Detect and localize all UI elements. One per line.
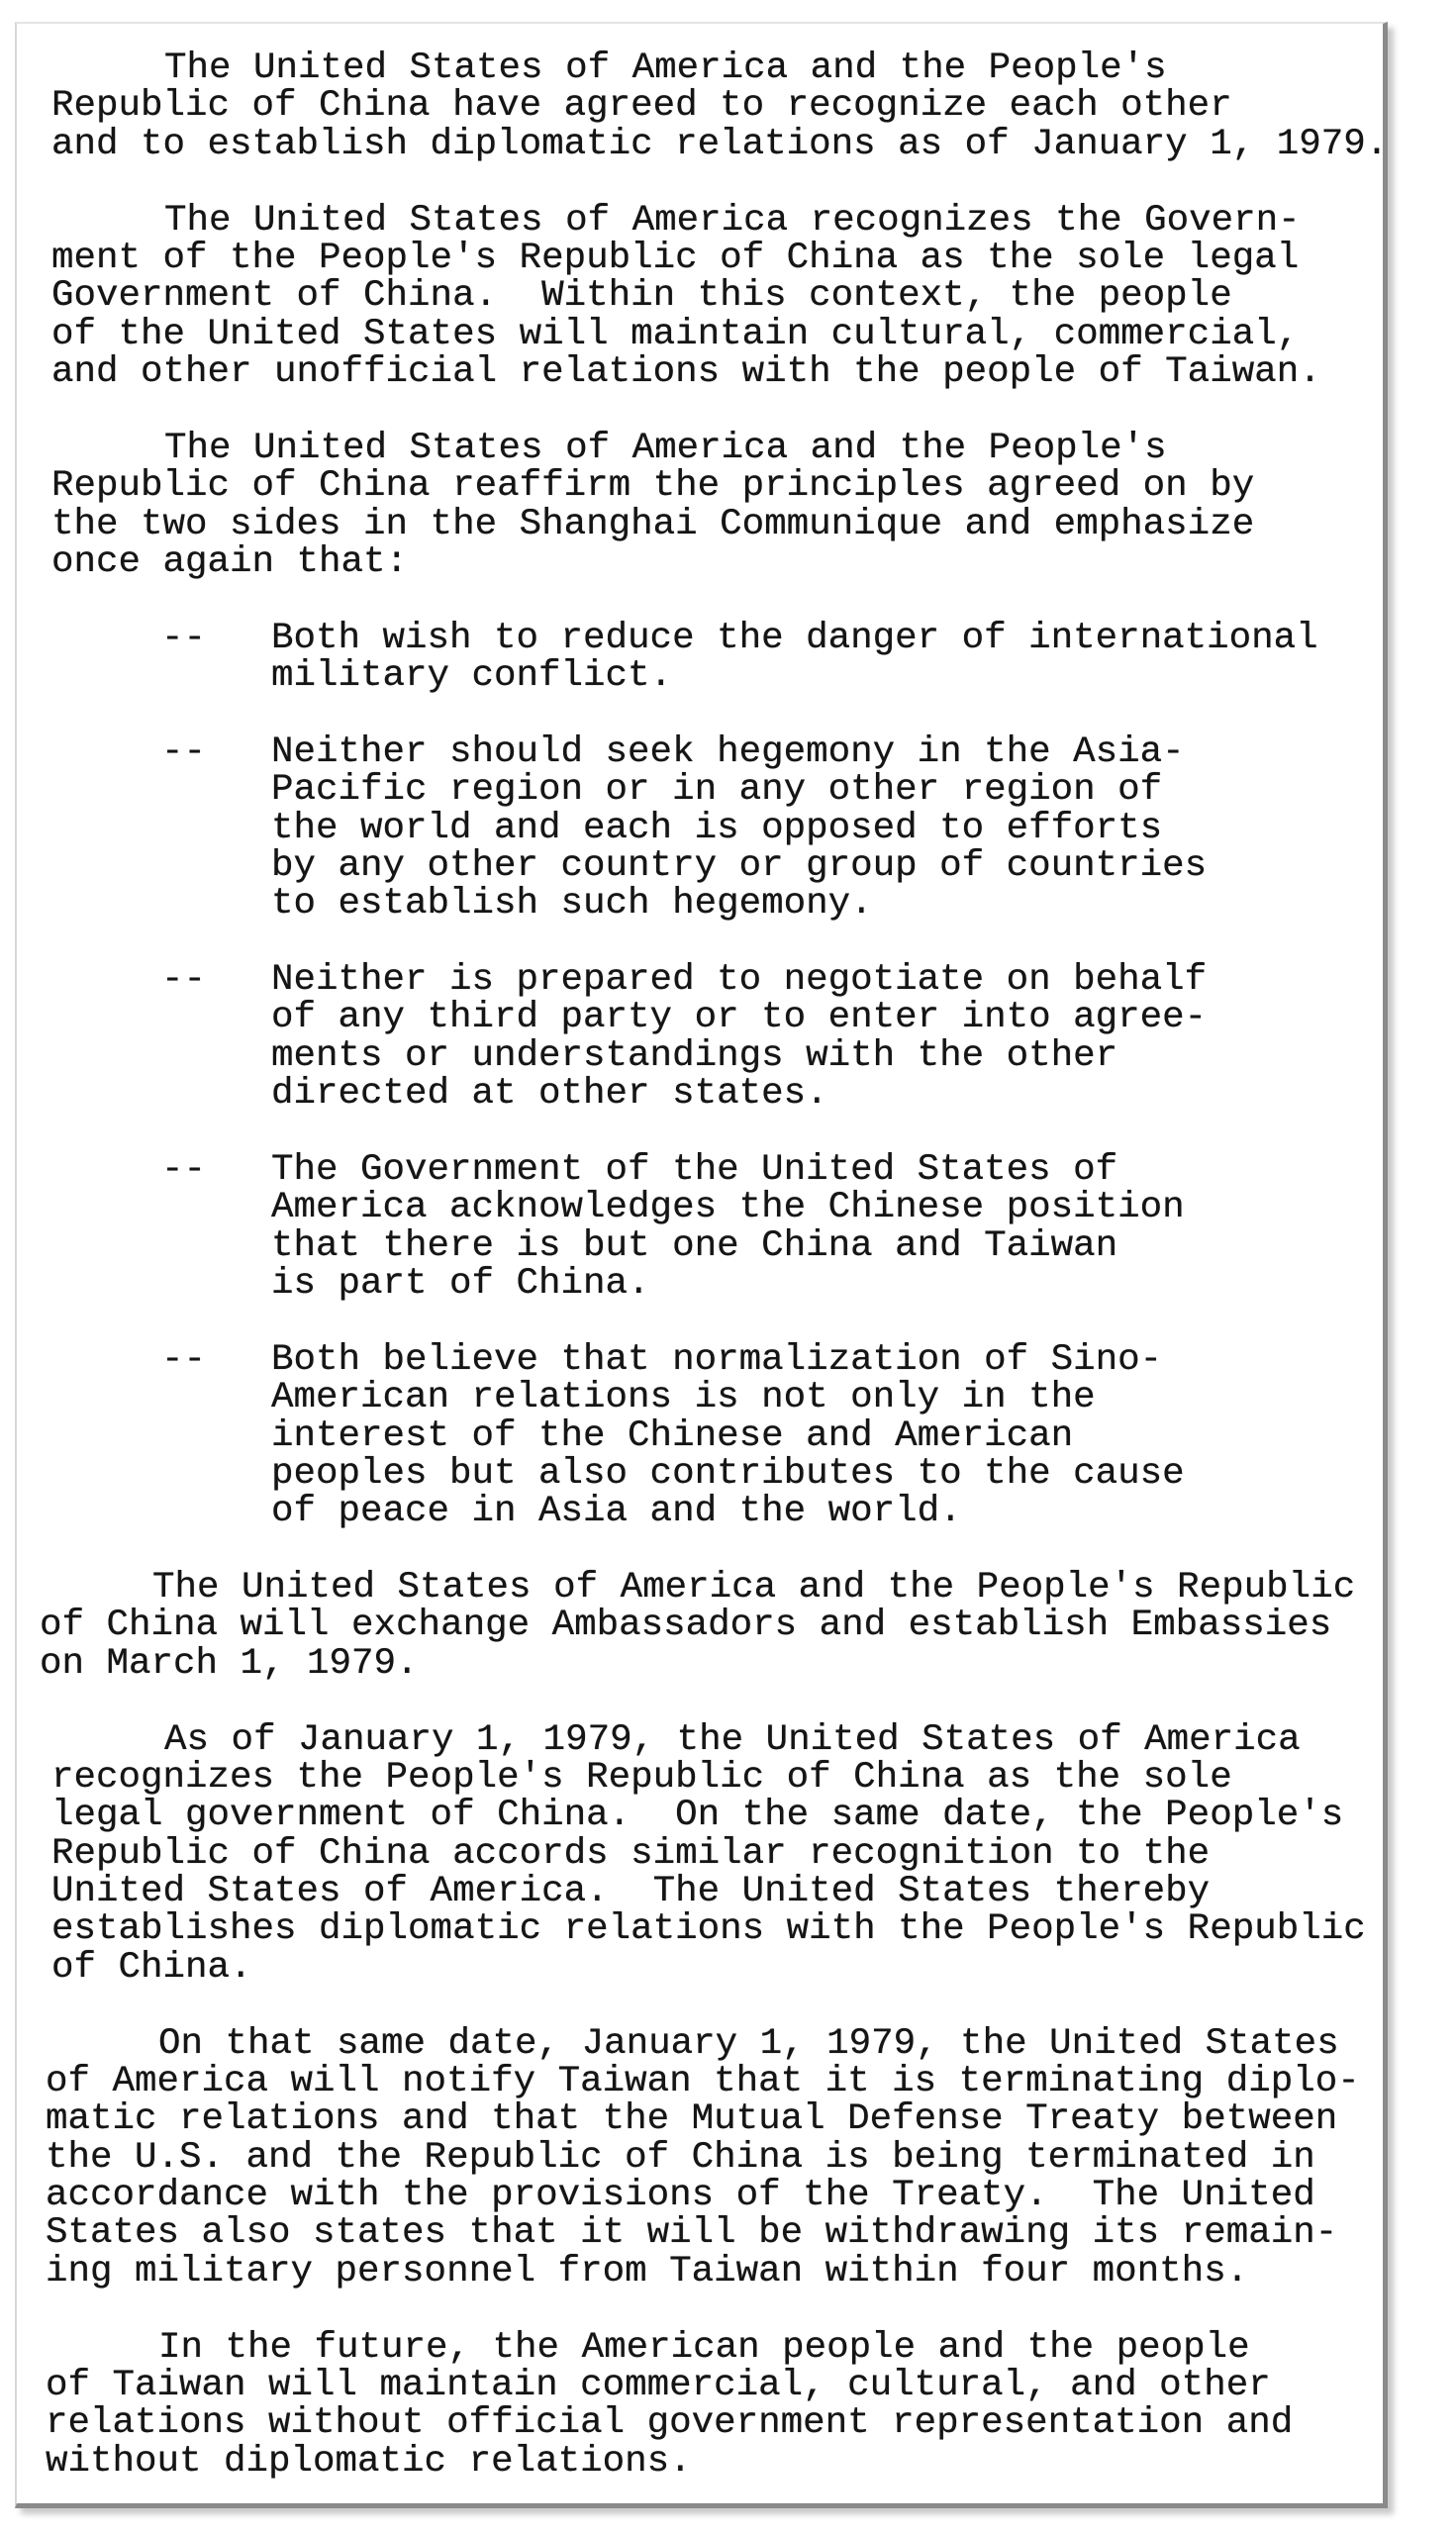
text-line: ing military personnel from Taiwan within four months.	[46, 2250, 1249, 2292]
text-line: the world and each is opposed to efforts	[271, 807, 1163, 849]
text-line: American relations is not only in the	[271, 1377, 1096, 1419]
bullet-item	[0, 617, 1456, 697]
paragraph	[0, 427, 1456, 583]
text-line: of America will notify Taiwan that it is terminating diplo-	[46, 2060, 1360, 2102]
text-line: Neither should seek hegemony in the Asia-	[271, 731, 1185, 773]
text-line: Government of China. Within this context, the people	[51, 275, 1232, 318]
text-line: of China.	[51, 1946, 252, 1989]
text-line: recognizes the People's Republic of China as the sole	[51, 1756, 1232, 1799]
text-line: Both wish to reduce the danger of international	[271, 617, 1318, 659]
text-line: once again that:	[51, 540, 409, 583]
text-line: In the future, the American people and the people	[158, 2326, 1250, 2369]
text-line: accordance with the provisions of the Treaty. The United	[46, 2175, 1315, 2216]
text-line: establishes diplomatic relations with the People's Republic	[51, 1908, 1366, 1951]
text-line: of Taiwan will maintain commercial, cultural, and other	[46, 2364, 1271, 2406]
text-line: the two sides in the Shanghai Communique and emphasize	[51, 503, 1255, 545]
text-line: of peace in Asia and the world.	[271, 1491, 962, 1533]
text-line: United States of America. The United States thereby	[51, 1871, 1211, 1912]
text-line: ments or understandings with the other	[271, 1034, 1118, 1077]
text-line: relations without official government representation and	[46, 2402, 1294, 2445]
text-line: and to establish diplomatic relations as of January 1, 1979.	[51, 123, 1389, 165]
text-line: directed at other states.	[271, 1073, 828, 1116]
text-line: The Government of the United States of	[271, 1148, 1118, 1191]
text-line: of China will exchange Ambassadors and establish Embassies	[40, 1605, 1332, 1647]
text-line: Republic of China reaffirm the principles agreed on by	[51, 465, 1255, 508]
text-line: to establish such hegemony.	[271, 883, 873, 926]
text-line: military conflict.	[271, 655, 673, 697]
text-line: by any other country or group of countries	[271, 844, 1208, 887]
bullet-dash: --	[161, 1148, 207, 1191]
text-line: As of January 1, 1979, the United States of America	[164, 1718, 1301, 1761]
paragraph	[0, 199, 1456, 393]
text-line: the U.S. and the Republic of China is being terminated in	[46, 2136, 1315, 2179]
text-line: of the United States will maintain cultural, commercial,	[51, 313, 1300, 355]
text-line: of any third party or to enter into agree-	[271, 997, 1208, 1039]
bullet-dash: --	[161, 731, 207, 773]
paragraph	[0, 2022, 1456, 2292]
text-line: States also states that it will be withdrawing its remain-	[46, 2212, 1338, 2255]
text-line: America acknowledges the Chinese position	[271, 1187, 1185, 1229]
text-line: interest of the Chinese and American	[271, 1414, 1074, 1457]
bullet-item	[0, 1338, 1456, 1533]
text-line: without diplomatic relations.	[46, 2440, 692, 2483]
text-line: The United States of America and the People's	[164, 427, 1167, 469]
bullet-dash: --	[161, 959, 207, 1001]
paragraph	[0, 1718, 1456, 1989]
document-body	[0, 49, 1456, 2518]
bullet-item	[0, 733, 1456, 924]
bullet-dash: --	[161, 1338, 207, 1381]
bullet-item	[0, 961, 1456, 1114]
text-line: The United States of America and the People's	[164, 48, 1167, 89]
text-line: The United States of America recognizes the Govern-	[164, 199, 1301, 242]
text-line: ment of the People's Republic of China as the sole legal	[51, 237, 1300, 279]
text-line: Republic of China have agreed to recognize each other	[51, 85, 1232, 128]
text-line: and other unofficial relations with the people of Taiwan.	[51, 351, 1321, 393]
text-line: is part of China.	[271, 1263, 650, 1305]
text-line: The United States of America and the People's Republic	[152, 1567, 1356, 1608]
text-line: peoples but also contributes to the cause	[271, 1452, 1185, 1495]
paragraph	[0, 1569, 1456, 1683]
bullet-item	[0, 1148, 1456, 1305]
text-line: Republic of China accords similar recognition to the	[51, 1832, 1211, 1875]
text-line: On that same date, January 1, 1979, the United States	[158, 2022, 1339, 2065]
text-line: on March 1, 1979.	[40, 1642, 419, 1685]
text-line: legal government of China. On the same date, the People's	[51, 1795, 1344, 1837]
paragraph	[0, 2326, 1456, 2483]
text-line: that there is but one China and Taiwan	[271, 1224, 1118, 1267]
paragraph	[0, 49, 1456, 163]
bullet-dash: --	[161, 617, 207, 659]
text-line: Neither is prepared to negotiate on behalf	[271, 959, 1208, 1001]
text-line: Both believe that normalization of Sino-	[271, 1338, 1163, 1381]
text-line: matic relations and that the Mutual Defense Treaty between	[46, 2098, 1338, 2141]
text-line: Pacific region or in any other region of	[271, 769, 1163, 812]
